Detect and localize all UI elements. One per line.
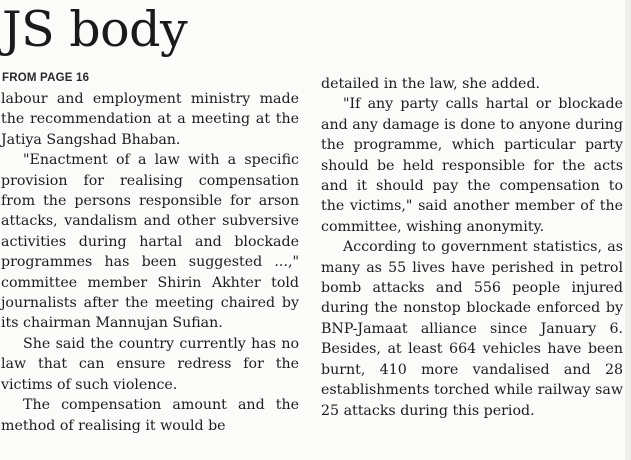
paragraph: "Enactment of a law with a specific provision for realising compensation from the persons responsible for arson attacks, vandalism and other subversive activities during hartal and blockade programmes has been suggested ...," committee member Shirin Akhter told journalists after the meeting chaired by its chairman Mannujan Sufian. — [1, 152, 299, 332]
article-column-1 — [1, 89, 299, 436]
paragraph: detailed in the law, she added. — [321, 76, 541, 92]
paragraph: "If any party calls hartal or blockade and any damage is done to anyone during the programme, which particular party should be held responsible for the acts and it should pay the compensation to the victims," said another member of the committee, wishing anonymity. — [321, 96, 623, 235]
article-column-2 — [321, 74, 623, 421]
jump-label: FROM PAGE 16 — [2, 72, 90, 84]
paragraph: The compensation amount and the method of realising it would be — [1, 397, 299, 434]
paragraph: She said the country currently has no law that can ensure redress for the victims of such violence. — [1, 335, 299, 393]
headline: JS body — [2, 1, 188, 58]
paragraph: According to government statistics, as many as 55 lives have perished in petrol bomb attacks and 556 people injured during the nonstop blockade enforced by BNP-Jamaat alliance since January 6. Besides, at least 664 vehicles have been burnt, 410 more vandalised and 28 establishments torched while railway saw 25 attacks during this period. — [321, 239, 623, 419]
paragraph: labour and employment ministry made the recommendation at a meeting at the Jatiya Sangshad Bhaban. — [1, 91, 299, 148]
page-edge — [625, 0, 631, 460]
